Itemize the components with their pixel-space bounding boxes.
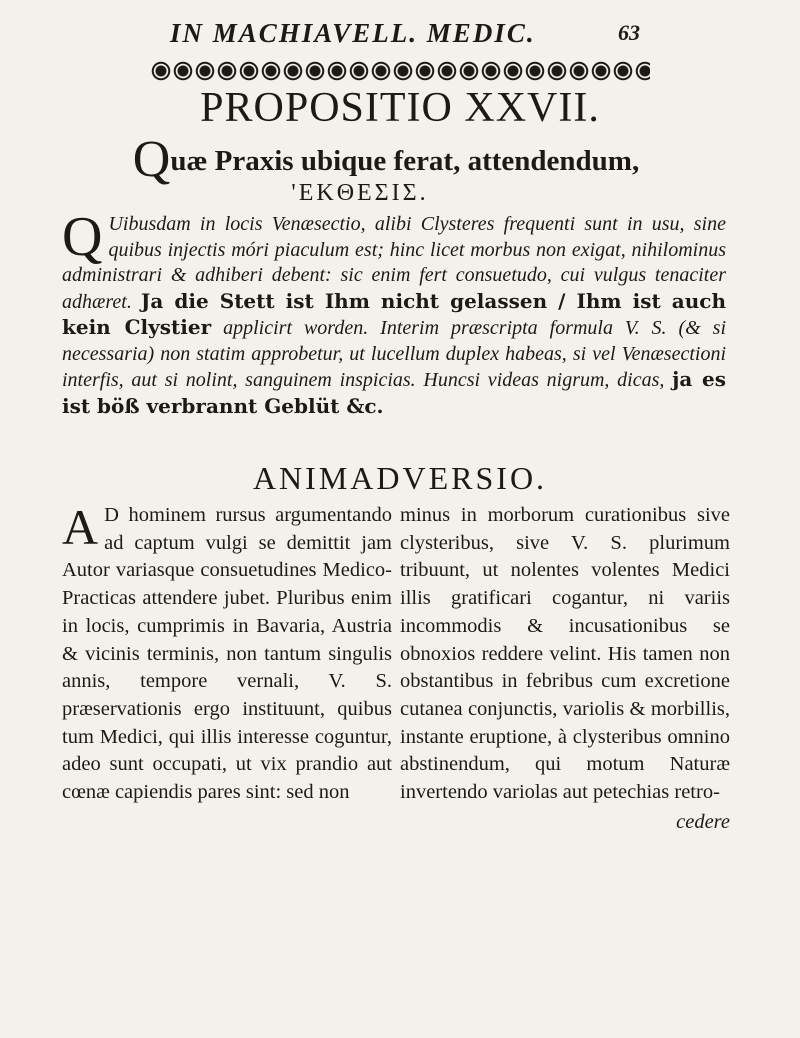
page-number: 63	[618, 20, 640, 45]
greek-heading: 'EKΘEΣIΣ.	[291, 180, 429, 206]
proposition-title: PROPOSITIO XXVII.	[200, 85, 600, 131]
right-column	[400, 502, 730, 836]
right-column-text: minus in morborum curationibus sive clysteribus, sive V. S. plurimum tribuunt, ut nolentes volentes Medici illis gratificari cogantur, ni variis incommodis & incusationibus se obnoxios reddere velint. His tamen non obstantibus in febribus cum excretione cutanea conjunctis, variolis & morbillis, instante eruptione, à clysteribus omnino abstinendum, qui motum Naturæ invertendo variolas aut petechias retro-	[400, 504, 730, 804]
left-column-text: D hominem rursus argumentando ad captum vulgi se demittit jam Autor variasque consuetudines Medico-Practicas attendere jubet. Pluribus enim in locis, cumprimis in Bavaria, Austria & vicinis terminis, non tantum singulis annis, tempore vernali, V. S. præservationis ergo instituunt, quibus tum Medici, qui illis interesse coguntur, adeo sunt occupati, ut vix prandio aut cœnæ capiendis pares sint: sed non	[62, 504, 392, 804]
question-text: uæ Praxis ubique ferat, attendendum,	[170, 145, 640, 177]
intro-text-1: Uibusdam in locis Venæsectio, alibi Clysteres frequenti sunt in usu, sine quibus injectis móri piaculum est; hinc licet morbus non exigat, nihilominus administrari & adhiberi debent: sic enim fert consuetudo, cui vulgus tenaciter adhæret.	[62, 213, 726, 313]
left-column	[62, 499, 392, 807]
section-heading: ANIMADVERSIO.	[252, 460, 548, 496]
catchword: cedere	[676, 810, 730, 833]
intro-gothic-2: ja es ist böß verbrannt Geblüt &c.	[62, 367, 726, 418]
intro-gothic-1: Ja die Stett ist Ihm nicht gelassen / Ihm ist auch kein Clystier	[62, 288, 727, 339]
intro-dropcap: Q	[62, 206, 103, 268]
question-initial: Q	[132, 131, 171, 188]
ornament-band	[150, 60, 650, 82]
intro-text-2: applicirt worden. Interim præscripta formula V. S. (& si necessaria) non statim approbetur, ut lucellum duplex habeas, si vel Venæsectioni interfis, aut si nolint, sanguinem inspicias. Huncsi videas nigrum, dicas,	[62, 317, 726, 391]
intro-paragraph	[62, 206, 727, 420]
running-head: IN MACHIAVELL. MEDIC.	[170, 18, 536, 48]
left-dropcap: A	[62, 499, 99, 555]
